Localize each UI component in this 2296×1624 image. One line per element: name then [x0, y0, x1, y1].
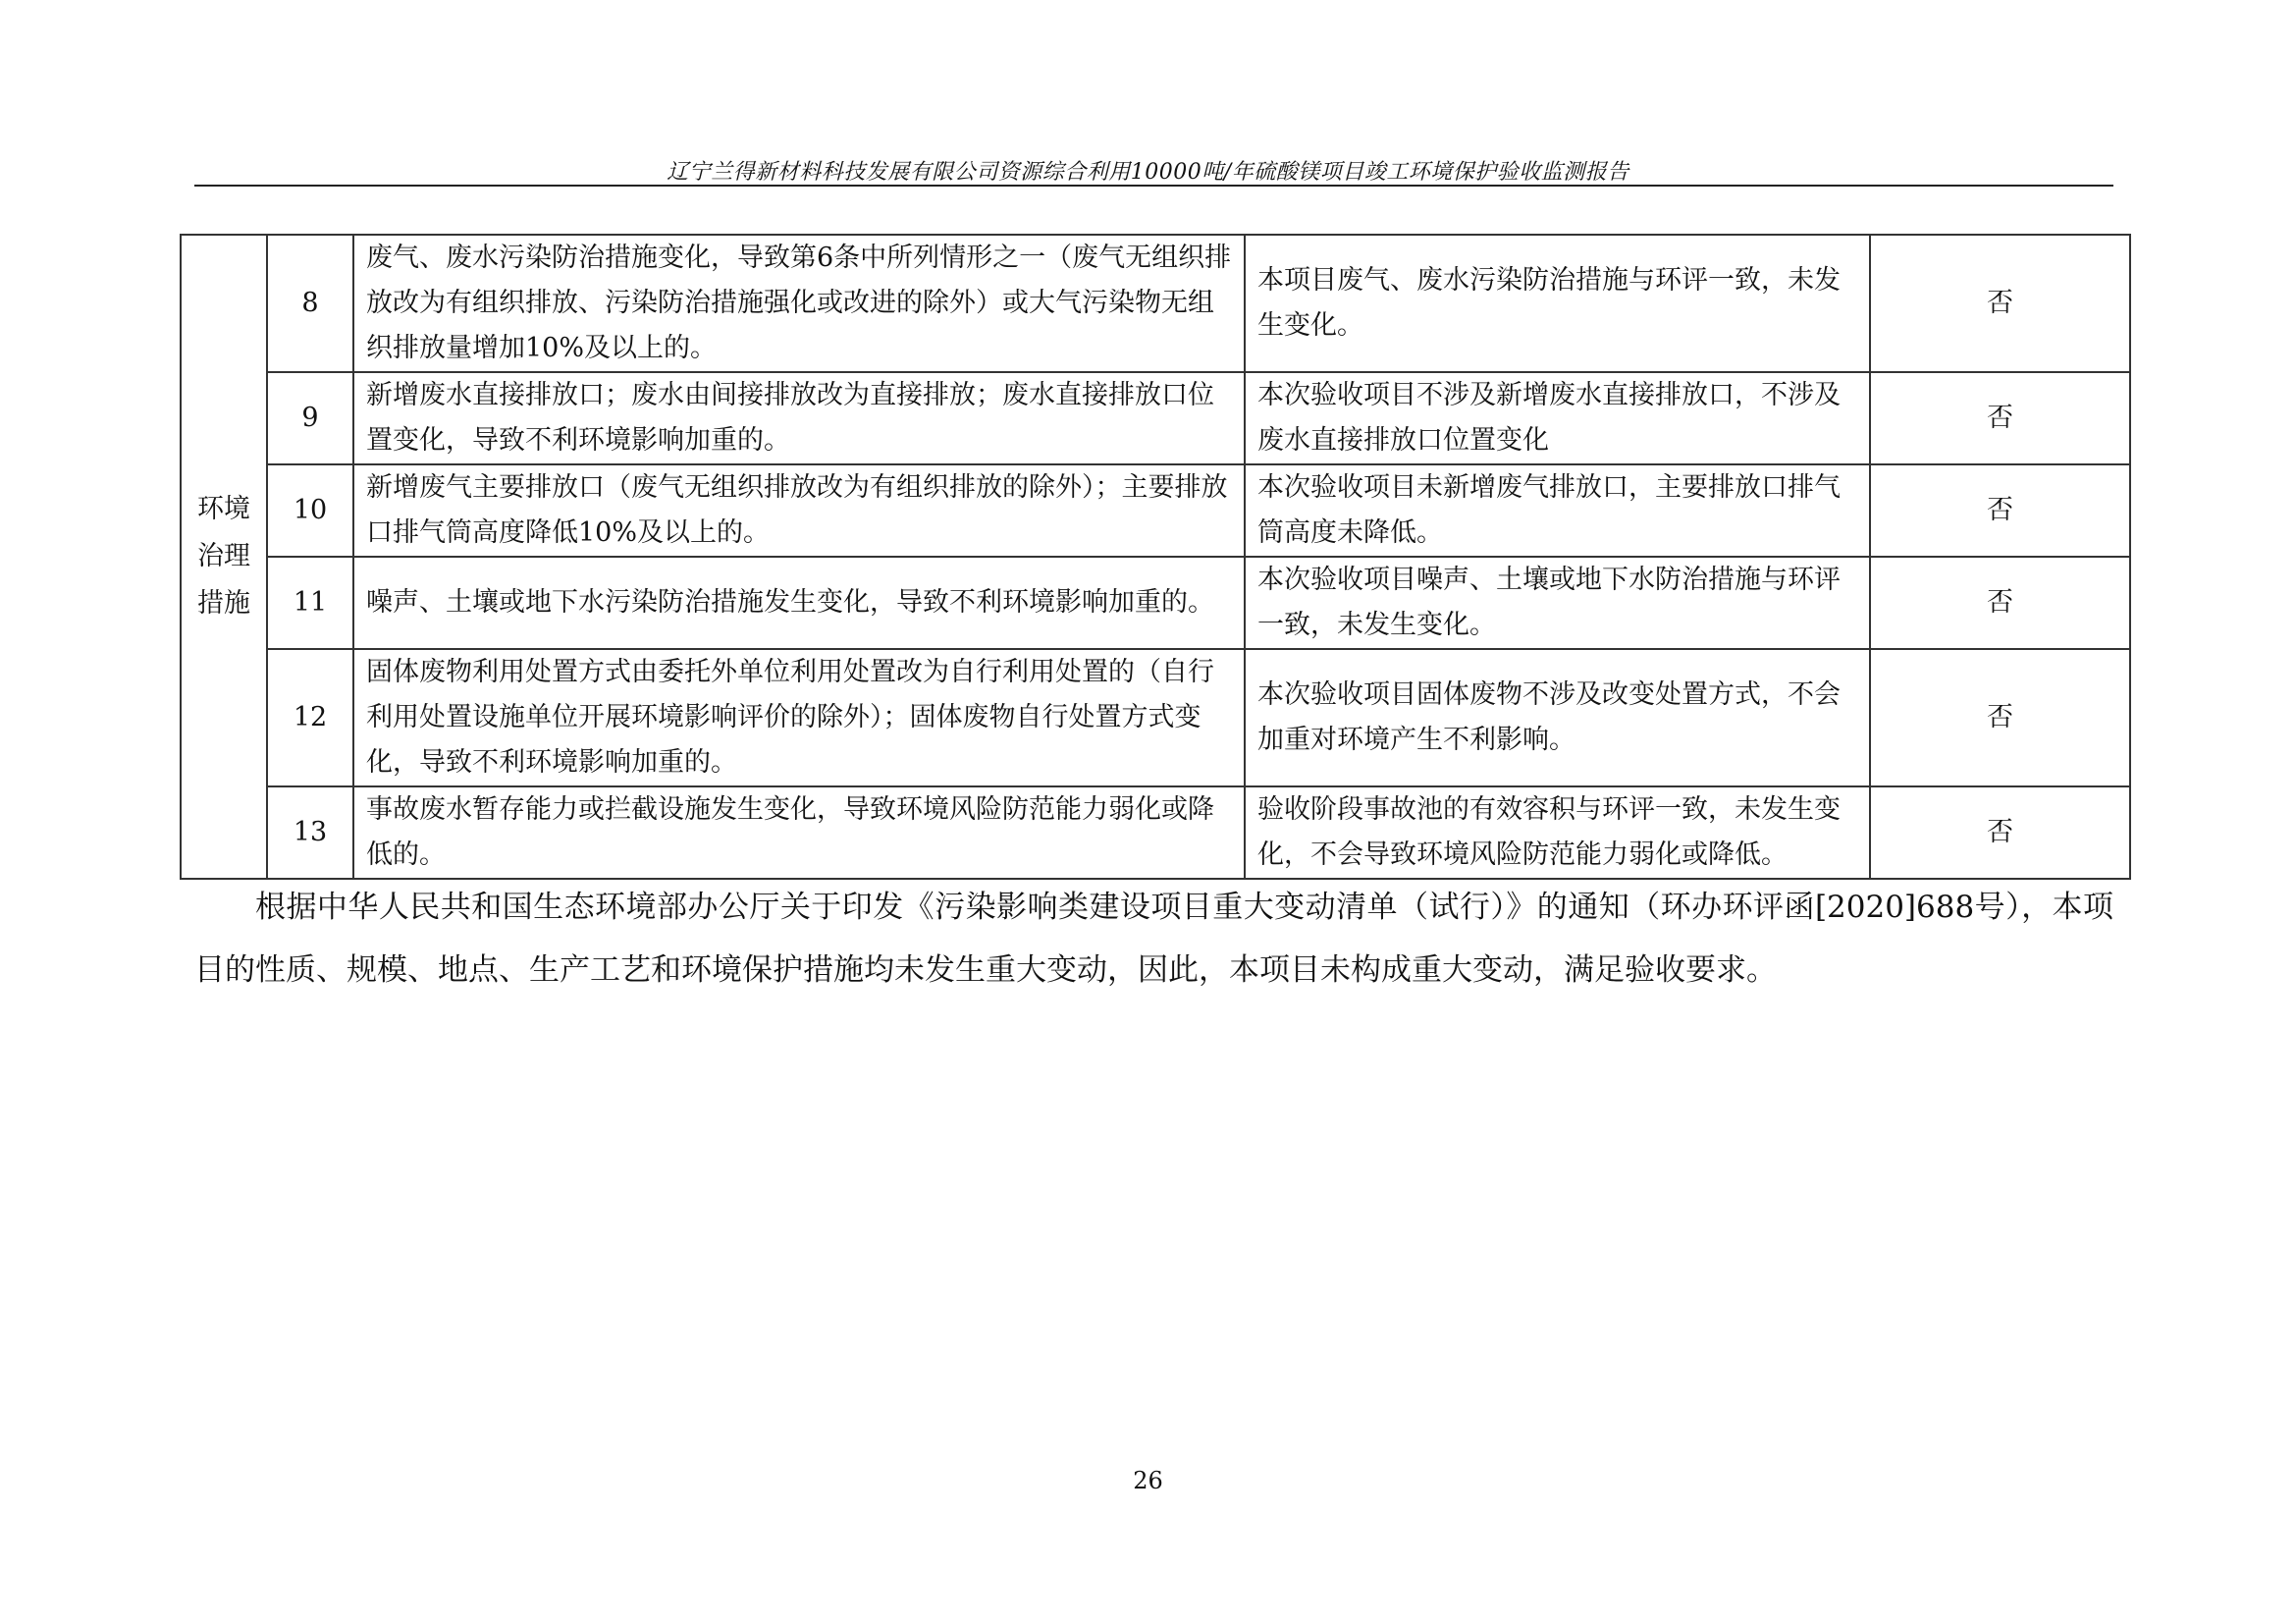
- situation-cell: 本次验收项目噪声、土壤或地下水防治措施与环评一致，未发生变化。: [1245, 557, 1870, 649]
- situation-cell: 验收阶段事故池的有效容积与环评一致，未发生变化，不会导致环境风险防范能力弱化或降低。: [1245, 786, 1870, 879]
- table-row: [181, 786, 2130, 879]
- category-cell: 环境治理措施: [181, 235, 267, 879]
- result-cell: 否: [1870, 235, 2130, 372]
- row-number: 13: [267, 786, 353, 879]
- page-number: 26: [1133, 1467, 1163, 1494]
- condition-cell: 新增废水直接排放口；废水由间接排放改为直接排放；废水直接排放口位置变化，导致不利环境影响加重的。: [353, 372, 1245, 464]
- situation-cell: 本次验收项目不涉及新增废水直接排放口，不涉及废水直接排放口位置变化: [1245, 372, 1870, 464]
- table-row: [181, 649, 2130, 786]
- result-cell: 否: [1870, 372, 2130, 464]
- report-header-title: 辽宁兰得新材料科技发展有限公司资源综合利用10000吨/年硫酸镁项目竣工环境保护验收监测报告: [667, 160, 1629, 185]
- result-cell: 否: [1870, 649, 2130, 786]
- condition-cell: 固体废物利用处置方式由委托外单位利用处置改为自行利用处置的（自行利用处置设施单位开展环境影响评价的除外）；固体废物自行处置方式变化，导致不利环境影响加重的。: [353, 649, 1245, 786]
- table-row: [181, 464, 2130, 557]
- conclusion-paragraph: 根据中华人民共和国生态环境部办公厅关于印发《污染影响类建设项目重大变动清单（试行）》的通知（环办环评函[2020]688号），本项目的性质、规模、地点、生产工艺和环境保护措施均未发生重大变动，因此，本项目未构成重大变动，满足验收要求。: [194, 890, 2113, 988]
- condition-cell: 事故废水暂存能力或拦截设施发生变化，导致环境风险防范能力弱化或降低的。: [353, 786, 1245, 879]
- result-cell: 否: [1870, 464, 2130, 557]
- header-divider: [194, 185, 2113, 187]
- row-number: 8: [267, 235, 353, 372]
- result-cell: 否: [1870, 557, 2130, 649]
- condition-cell: 新增废气主要排放口（废气无组织排放改为有组织排放的除外）；主要排放口排气筒高度降低10%及以上的。: [353, 464, 1245, 557]
- row-number: 12: [267, 649, 353, 786]
- situation-cell: 本次验收项目未新增废气排放口，主要排放口排气筒高度未降低。: [1245, 464, 1870, 557]
- table-row: [181, 557, 2130, 649]
- row-number: 11: [267, 557, 353, 649]
- row-number: 9: [267, 372, 353, 464]
- table-row: [181, 372, 2130, 464]
- situation-cell: 本次验收项目固体废物不涉及改变处置方式，不会加重对环境产生不利影响。: [1245, 649, 1870, 786]
- condition-cell: 噪声、土壤或地下水污染防治措施发生变化，导致不利环境影响加重的。: [353, 557, 1245, 649]
- major-change-table: [180, 234, 2131, 880]
- condition-cell: 废气、废水污染防治措施变化，导致第6条中所列情形之一（废气无组织排放改为有组织排放、污染防治措施强化或改进的除外）或大气污染物无组织排放量增加10%及以上的。: [353, 235, 1245, 372]
- row-number: 10: [267, 464, 353, 557]
- result-cell: 否: [1870, 786, 2130, 879]
- situation-cell: 本项目废气、废水污染防治措施与环评一致，未发生变化。: [1245, 235, 1870, 372]
- table-row: [181, 235, 2130, 372]
